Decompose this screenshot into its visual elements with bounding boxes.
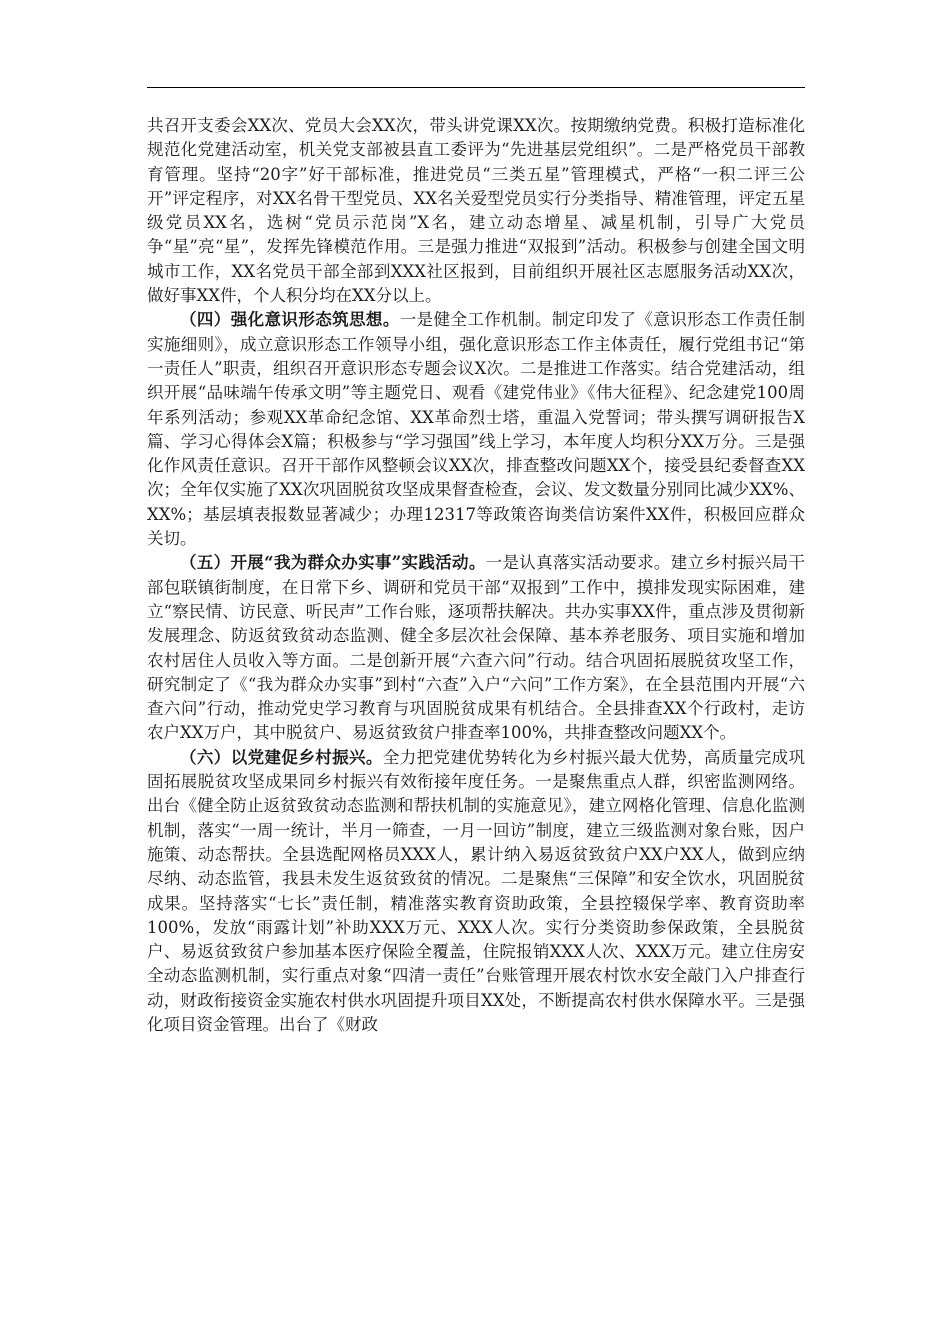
paragraph-party-meetings [147, 114, 805, 308]
paragraph-rural-revitalization [147, 746, 805, 1038]
section-heading-4: （四）强化意识形态筑思想。 [180, 310, 400, 330]
document-body [147, 114, 805, 1037]
section-heading-5: （五）开展“我为群众办实事”实践活动。 [180, 553, 486, 573]
paragraph-text: 一是认真落实活动要求。建立乡村振兴局干部包联镇街制度，在日常下乡、调研和党员干部“双报到”工作中，摸排发现实际困难，建立“察民情、访民意、听民声”工作台账，逐项帮扶解决。共办实事XX件，重点涉及贯彻新发展理念、防返贫致贫动态监测、健全多层次社会保障、基本养老服务、项目实施和增加农村居住人员收入等方面。二是创新开展“六查六问”行动。结合巩固拓展脱贫攻坚工作，研究制定了《“我为群众办实事”到村“六查”入户“六问”工作方案》，在全县范围内开展“六查六问”行动，推动党史学习教育与巩固脱贫成果有机结合。全县排查XX个行政村，走访农户XX万户，其中脱贫户、易返贫致贫户排查率100%，共排查整改问题XX个。 [147, 553, 806, 743]
paragraph-text: 一是健全工作机制。制定印发了《意识形态工作责任制实施细则》，成立意识形态工作领导小组，强化意识形态工作主体责任，履行党组书记“第一责任人”职责，组织召开意识形态专题会议X次。二是推进工作落实。结合党建活动，组织开展“品味端午传承文明”等主题党日、观看《建党伟业》《伟大征程》、纪念建党100周年系列活动；参观XX革命纪念馆、XX革命烈士塔，重温入党誓词；带头撰写调研报告X篇、学习心得体会X篇；积极参与“学习强国”线上学习，本年度人均积分XX万分。三是强化作风责任意识。召开干部作风整顿会议XX次，排查整改问题XX个，接受县纪委督查XX次；全年仅实施了XX次巩固脱贫攻坚成果督查检查，会议、发文数量分别同比减少XX%、XX%；基层填表报数显著减少；办理12317等政策咨询类信访案件XX件，积极回应群众关切。 [147, 310, 806, 549]
paragraph-text: 共召开支委会XX次、党员大会XX次，带头讲党课XX次。按期缴纳党费。积极打造标准化规范化党建活动室，机关党支部被县直工委评为“先进基层党组织”。二是严格党员干部教育管理。坚持“20字”好干部标准，推进党员“三类五星”管理模式，严格“一积二评三公开”评定程序，对XX名骨干型党员、XX名关爱型党员实行分类指导、精准管理，评定五星级党员XX名，选树“党员示范岗”X名，建立动态增星、减星机制，引导广大党员争“星”亮“星”，发挥先锋模范作用。三是强力推进“双报到”活动。积极参与创建全国文明城市工作，XX名党员干部全部到XXX社区报到，目前组织开展社区志愿服务活动XX次，做好事XX件，个人积分均在XX分以上。 [147, 116, 805, 306]
paragraph-text: 全力把党建优势转化为乡村振兴最大优势，高质量完成巩固拓展脱贫攻坚成果同乡村振兴有效衔接年度任务。一是聚焦重点人群，织密监测网络。出台《健全防止返贫致贫动态监测和帮扶机制的实施意见》，建立网格化管理、信息化监测机制，落实“一周一统计，半月一筛查，一月一回访”制度，建立三级监测对象台账，因户施策、动态帮扶。全县选配网格员XXX人，累计纳入易返贫致贫户XX户XX人，做到应纳尽纳、动态监管，我县未发生返贫致贫的情况。二是聚焦“三保障”和安全饮水，巩固脱贫成果。坚持落实“七长”责任制，精准落实教育资助政策，全县控辍保学率、教育资助率100%，发放“雨露计划”补助XXX万元、XXX人次。实行分类资助参保政策，全县脱贫户、易返贫致贫户参加基本医疗保险全覆盖，住院报销XXX人次、XXX万元。建立住房安全动态监测机制，实行重点对象“四清一责任”台账管理开展农村饮水安全敲门入户排查行动，财政衔接资金实施农村供水巩固提升项目XX处，不断提高农村供水保障水平。三是强化项目资金管理。出台了《财政 [147, 747, 806, 1034]
header-rule [147, 87, 805, 88]
paragraph-ideology [147, 308, 805, 551]
section-heading-6: （六）以党建促乡村振兴。 [180, 747, 383, 767]
paragraph-practical-actions [147, 551, 805, 745]
